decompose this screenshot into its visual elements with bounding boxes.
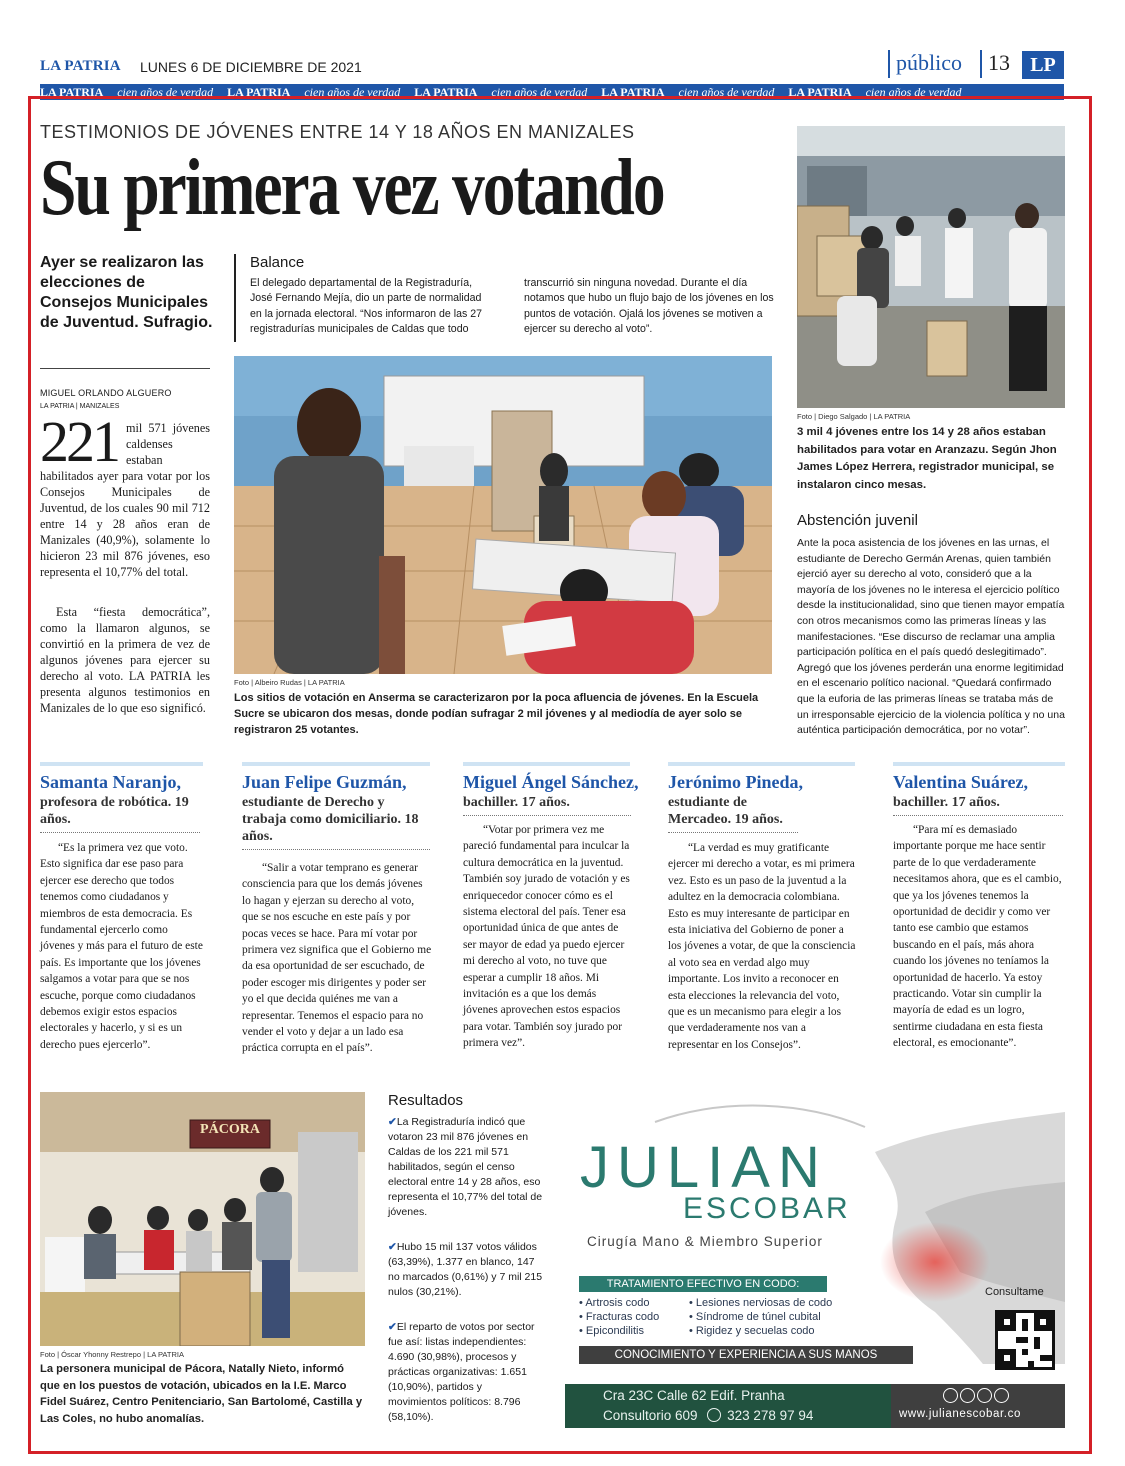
testimony-4-name: Jerónimo Pineda, [668, 772, 803, 792]
facebook-icon [943, 1388, 958, 1403]
testimony-1-quote: “Es la primera vez que voto. Esto significa dar ese paso para ejercer ese derecho que todos tenemos como ciudadanos y miembros de esta democracia. Es fundamental ejercerlo como jóvenes y más para el futuro de este país. Es importante que los jóvenes salgamos a votar para que se nos escuche, porque como ciudadanos debemos exigir estos espacios electorales y hacerlo, y si es un derecho pues ejercerlo”. [40, 842, 203, 1051]
results-item-3: ✔El reparto de votos por sector fue así: listas independientes: 4.690 (30,98%), procesos y prácticas organizativas: 1.651 (10,90%), partidos y movimientos políticos: 8.796 (58,10%). [388, 1321, 535, 1423]
check-icon: ✔ [388, 1241, 397, 1253]
balance-text-col1: El delegado departamental de la Registraduría, José Fernando Mejía, dio un parte de normalidad en la jornada electoral. “Nos informaron de las 27 registradurías municipales de Caldas que todo [250, 277, 483, 336]
ad-address-1: Cra 23C Calle 62 Edif. Pranha [603, 1388, 785, 1403]
article-body-1: mil 571 jóvenes caldenses estaban habilitados ayer para votar por los Consejos Municipales de Juventud, de los cuales 90 mil 712 entre 14 y 28 años eran de Manizales (40,9%), solamente lo hicieron 23 mil 876 jóvenes, eso representa el 10,77% del total. [40, 421, 210, 579]
photo-aranzazu-polling [797, 126, 1065, 408]
testimony-1-role: profesora de robótica. 19 años. [40, 794, 200, 833]
ad-treatment-title: TRATAMIENTO EFECTIVO EN CODO: [579, 1276, 827, 1292]
testimony-2-role: estudiante de Derecho y trabaja como domiciliario. 18 años. [242, 794, 430, 850]
photo-center-caption: Los sitios de votación en Anserma se caracterizaron por la poca afluencia de jóvenes. En la Escuela Sucre se ubicaron dos mesas, donde podían sufragar 2 mil jóvenes y al mediodía de ayer solo se registraron 25 votantes. [234, 692, 759, 736]
masthead-date: LUNES 6 DE DICIEMBRE DE 2021 [140, 59, 362, 75]
pacora-sign: PÁCORA [200, 1122, 260, 1137]
testimony-3-quote: “Votar por primera vez me pareció fundamental para inculcar la cultura democrática en la juventud. También soy jurado de votación y es enriquecedor conocer cómo es el sistema electoral del país. Tener esa oportunidad única de que antes de ser mayor de edad ya puedo ejercer mi derecho al voto, no tuve que esperar a cumplir 18 años. Mi invitación es a que los demás jóvenes aprovechen estos espacios para votar. También soy jurado por primera vez”. [463, 824, 630, 1050]
ad-treatments-left: • Artrosis codo • Fracturas codo • Epicondilitis [579, 1297, 660, 1337]
abstencion-text: Ante la poca asistencia de los jóvenes en las urnas, el estudiante de Derecho Germán Arenas, quien también ejerció ayer su derecho al voto, consideró que a la mayoría de los jóvenes no le interesa el ejercicio político desde la institucionalidad, sino que tienen mayor empatía con otros mecanismos como las primeras líneas y las manifestaciones. “Ese discurso de reclamar una amplia participación política en el país quedó deslegitimado”. Agregó que los jóvenes perderán una enorme legitimidad en el escenario político nacional. “Quedará confirmado que la euforia de las primeras líneas se trataba más de un irresponsable ejercicio de la violencia política y no una auténtica participación democrática, por no votar”. [797, 537, 1065, 737]
article-dateline: LA PATRIA | MANIZALES [40, 403, 120, 410]
ad-consult-label: Consultame [985, 1286, 1044, 1298]
balance-text-col2: transcurrió sin ninguna novedad. Durante el día notamos que hubo un flujo bajo de los jóvenes en los puntos de votación. Ojalá los jóvenes se motiven a ejercer su derecho al voto”. [524, 277, 774, 336]
ad-name-2: ESCOBAR [683, 1192, 851, 1225]
photo-right-caption: 3 mil 4 jóvenes entre los 14 y 28 años estaban habilitados para votar en Aranzazu. Según Jhon James López Herrera, registrador municipal, se instalaron cinco mesas. [797, 426, 1057, 491]
instagram-icon [994, 1388, 1009, 1403]
ad-address-line-2: Consultorio 609 323 278 97 94 [603, 1408, 814, 1423]
testimony-2-name: Juan Felipe Guzmán, [242, 772, 407, 792]
photo-bottom-caption: La personera municipal de Pácora, Natally Nieto, informó que en los puestos de votación, ubicados en la I.E. Marco Fidel Suárez, Centro Penitenciario, San Bartolomé, Castilla y Las Coles, no hubo anomalías. [40, 1363, 363, 1425]
abstencion-heading: Abstención juvenil [797, 512, 918, 529]
testimony-1-name: Samanta Naranjo, [40, 772, 182, 792]
twitter-icon [977, 1388, 992, 1403]
balance-heading: Balance [250, 254, 305, 271]
whatsapp-icon [707, 1408, 721, 1422]
testimony-5-quote: “Para mí es demasiado importante porque me hace sentir parte de lo que verdaderamente necesitamos ahora, que es el cambio, que ya los jóvenes tenemos la oportunidad de decidir y como ver tanto ese cambio que estamos buscando en el país, más ahora cuando los jóvenes no teníamos la oportunidad de hacerlo. Ya estoy practicando. Votar sin cumplir la mayoría de edad es un logro, sentirme ciudadana en esta fiesta electoral, es emocionante”. [893, 824, 1062, 1050]
article-body-2: Esta “fiesta democrática”, como la llamaron algunos, se convirtió en la primera de vez de algunos jóvenes para ejercer su derecho al voto. LA PATRIA les presenta algunos testimonios en Manizales de lo que eso significó. [40, 605, 210, 715]
results-item-1: ✔La Registraduría indicó que votaron 23 mil 876 jóvenes en Caldas de los 221 mil 571 habilitados, según el censo electoral entre 14 y 28 años, eso representa el 10,77% del total de jóvenes. [388, 1116, 543, 1218]
article-title: Su primera vez votando [40, 144, 664, 232]
julian-escobar-ad [565, 1092, 1065, 1428]
article-kicker: TESTIMONIOS DE JÓVENES ENTRE 14 Y 18 AÑOS EN MANIZALES [40, 122, 635, 142]
masthead-paper-name: LA PATRIA [40, 58, 121, 74]
article-author: MIGUEL ORLANDO ALGUERO [40, 388, 172, 398]
testimony-5-role: bachiller. 17 años. [893, 794, 1063, 816]
article-lede: Ayer se realizaron las elecciones de Consejos Municipales de Juventud. Sufragio. [40, 254, 213, 331]
testimony-4-quote: “La verdad es muy gratificante ejercer mi derecho a votar, es mi primera vez. Esto es un paso de la juventud a la adultez en la democracia colombiana. Esto es muy interesante de participar en esta iniciativa del Gobierno de poner a los jóvenes a votar, de que la consciencia al voto sea en verdad algo muy importante. Los invito a reconocer en esta elecciones la relevancia del voto, que es un mecanismo para elegir a los que verdaderamente nos van a representar en los Consejos”. [668, 842, 856, 1051]
photo-bottom-credit: Foto | Óscar Yhonny Restrepo | LA PATRIA [40, 1350, 184, 1359]
ad-website[interactable]: www.julianescobar.co [899, 1408, 1021, 1420]
ad-specialty: Cirugía Mano & Miembro Superior [587, 1234, 823, 1249]
photo-anserma-polling [234, 356, 772, 674]
dropcap-number: 221 [40, 409, 118, 474]
photo-pacora-polling [40, 1092, 365, 1346]
check-icon: ✔ [388, 1116, 397, 1128]
masthead-strip: LA PATRIA cien años de verdad LA PATRIA cien años de verdad LA PATRIA cien años de verdad LA PATRIA cien años de verdad LA PATRIA cien años de verdad [40, 84, 1064, 100]
testimony-4-role: estudiante de Mercadeo. 19 años. [668, 794, 798, 833]
ad-banner: CONOCIMIENTO Y EXPERIENCIA A SUS MANOS [579, 1346, 913, 1364]
testimony-3-name: Miguel Ángel Sánchez, [463, 772, 639, 792]
masthead-section: público [896, 50, 962, 75]
check-icon: ✔ [388, 1321, 397, 1333]
ad-phone: 323 278 97 94 [727, 1408, 814, 1423]
ad-name-1: JULIAN [580, 1135, 828, 1200]
ad-social-icons [943, 1388, 1009, 1408]
testimony-2-quote: “Salir a votar temprano es generar consciencia para que los demás jóvenes lo hagan y ejerzan su derecho al voto, que se nos escuche en este país y por pocas veces se hace. Para mí votar por primera vez significa que el Gobierno me da esa oportunidad de ser escuchado, de poder escoger mis dirigentes y poder ser yo el que decida quiénes me van a representar. Tenemos el espacio para no vender el voto y dejar a un lado esa práctica corrupta en el país”. [242, 862, 432, 1055]
qr-code-icon[interactable] [995, 1310, 1055, 1370]
testimony-3-role: bachiller. 17 años. [463, 794, 631, 816]
ad-treatments-right: • Lesiones nerviosas de codo • Síndrome de túnel cubital • Rigidez y secuelas codo [689, 1297, 833, 1337]
masthead-logo: LP [1022, 51, 1064, 79]
testimony-5-name: Valentina Suárez, [893, 772, 1029, 792]
page-number: 13 [988, 50, 1010, 75]
results-item-2: ✔Hubo 15 mil 137 votos válidos (63,39%), 1.377 en blanco, 147 no marcados (0,61%) y 7 mil 215 nulos (30,21%). [388, 1241, 543, 1298]
photo-center-credit: Foto | Albeiro Rudas | LA PATRIA [234, 678, 345, 687]
photo-right-credit: Foto | Diego Salgado | LA PATRIA [797, 412, 911, 421]
results-heading: Resultados [388, 1092, 464, 1109]
linkedin-icon [960, 1388, 975, 1403]
